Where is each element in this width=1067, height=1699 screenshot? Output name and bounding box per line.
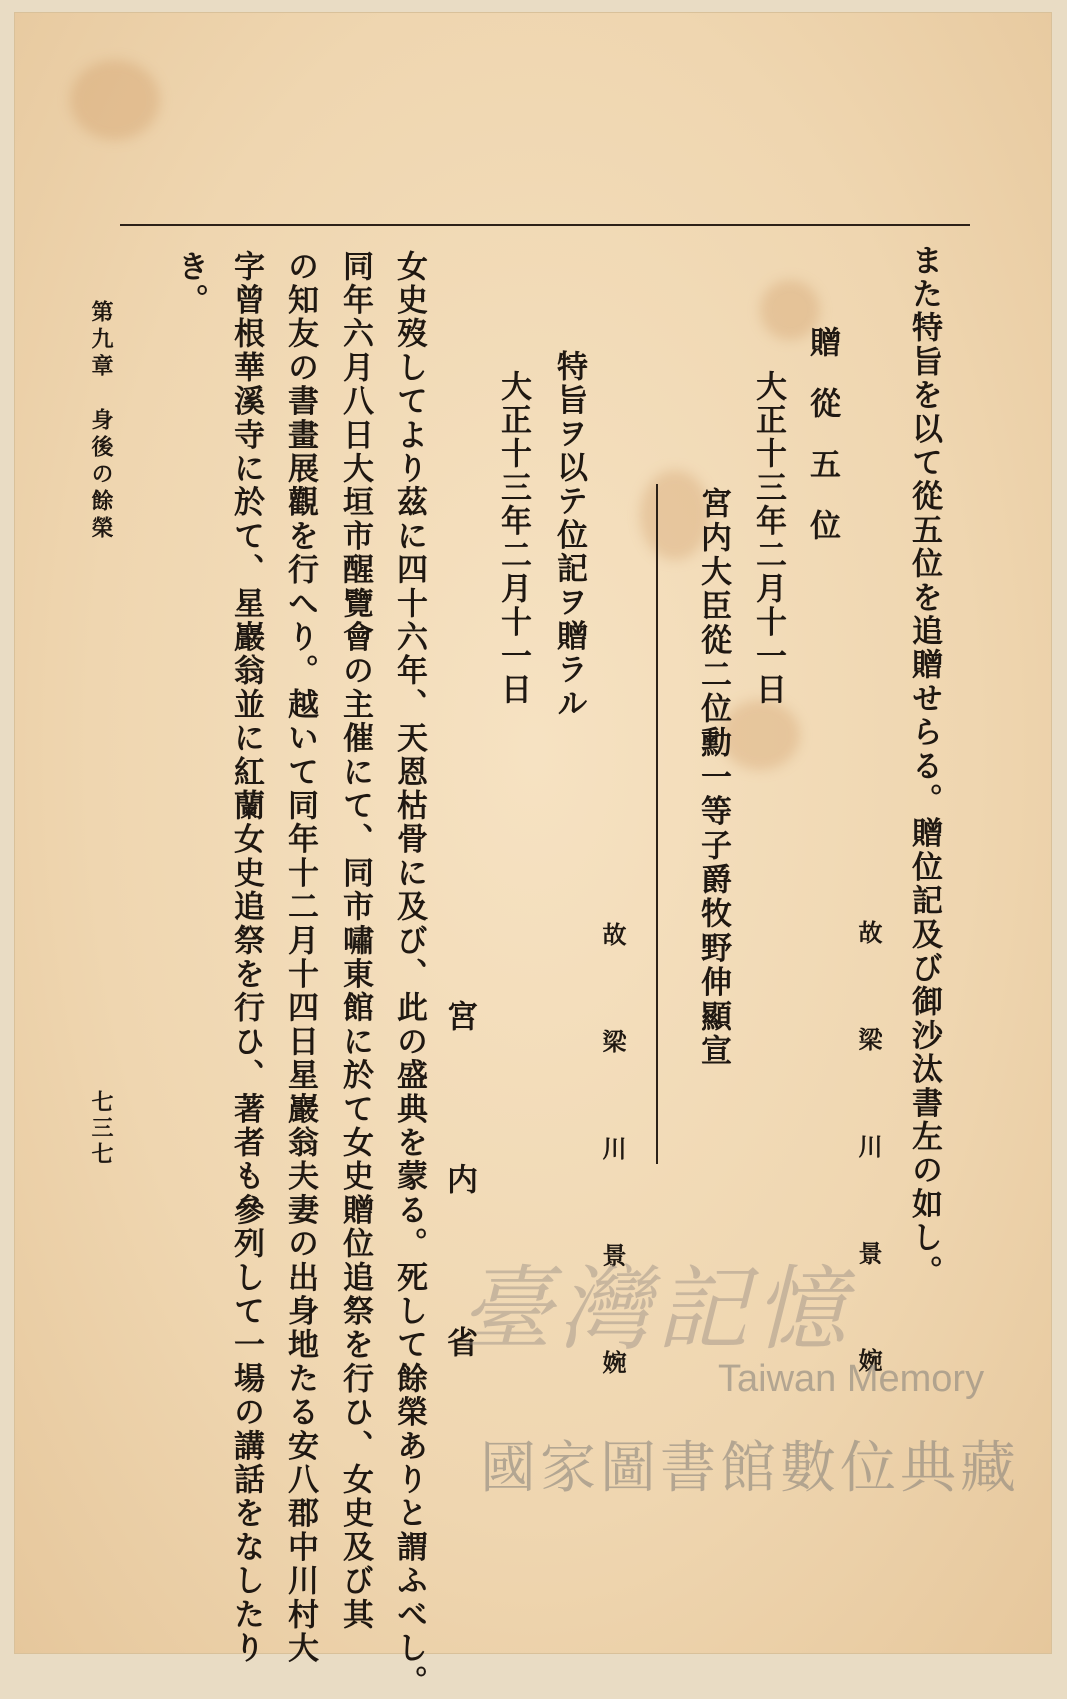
- watermark-chinese: 國家圖書館數位典藏: [480, 1436, 1020, 1499]
- page-number: 七三七: [88, 1090, 114, 1168]
- ministry-name: 宮 内 省: [441, 1000, 477, 1405]
- decree-text: 特旨ヲ以テ位記ヲ贈ラル: [551, 350, 587, 721]
- watermark: [460, 1236, 1020, 1536]
- header-rule: [120, 224, 970, 226]
- date-1: 大正十三年二月十一日: [750, 370, 786, 707]
- body-line: 字曾根華溪寺に於て、星巖翁並に紅蘭女史追祭を行ひ、著者も參列して一場の講話をなしたり: [228, 250, 264, 1666]
- body-line: 女史歿してより茲に四十六年、天恩枯骨に及び、此の盛典を蒙る。死して餘榮ありと謂ふべし。: [391, 250, 427, 1699]
- body-line: き。: [172, 250, 208, 318]
- opening-text: また特旨を以て從五位を追贈せらる。贈位記及び御沙汰書左の如し。: [906, 244, 942, 1289]
- watermark-logo: 臺灣記憶: [460, 1256, 853, 1363]
- watermark-english: Taiwan Memory: [718, 1358, 985, 1400]
- signatory: 宮内大臣從二位勳一等子爵牧野伸顯宣: [695, 487, 731, 1069]
- paper-stain: [720, 700, 800, 770]
- chapter-title: 第九章 身後の餘榮: [88, 300, 114, 543]
- paper-stain: [70, 60, 160, 140]
- body-line: 同年六月八日大垣市醒覽會の主催にて、同市嘯東館に於て女史贈位追祭を行ひ、女史及び其: [337, 250, 373, 1632]
- signature-rule: [656, 484, 658, 1164]
- body-line: の知友の書畫展觀を行へり。越いて同年十二月十四日星巖翁夫妻の出身地たる安八郡中川村大: [282, 250, 318, 1666]
- date-2: 大正十三年二月十一日: [495, 370, 531, 707]
- honoree-name-1: 故 梁 川 景 婉: [854, 920, 883, 1399]
- rank-heading: 贈從五位: [804, 326, 840, 570]
- honoree-name-2: 故 梁 川 景 婉: [598, 922, 627, 1401]
